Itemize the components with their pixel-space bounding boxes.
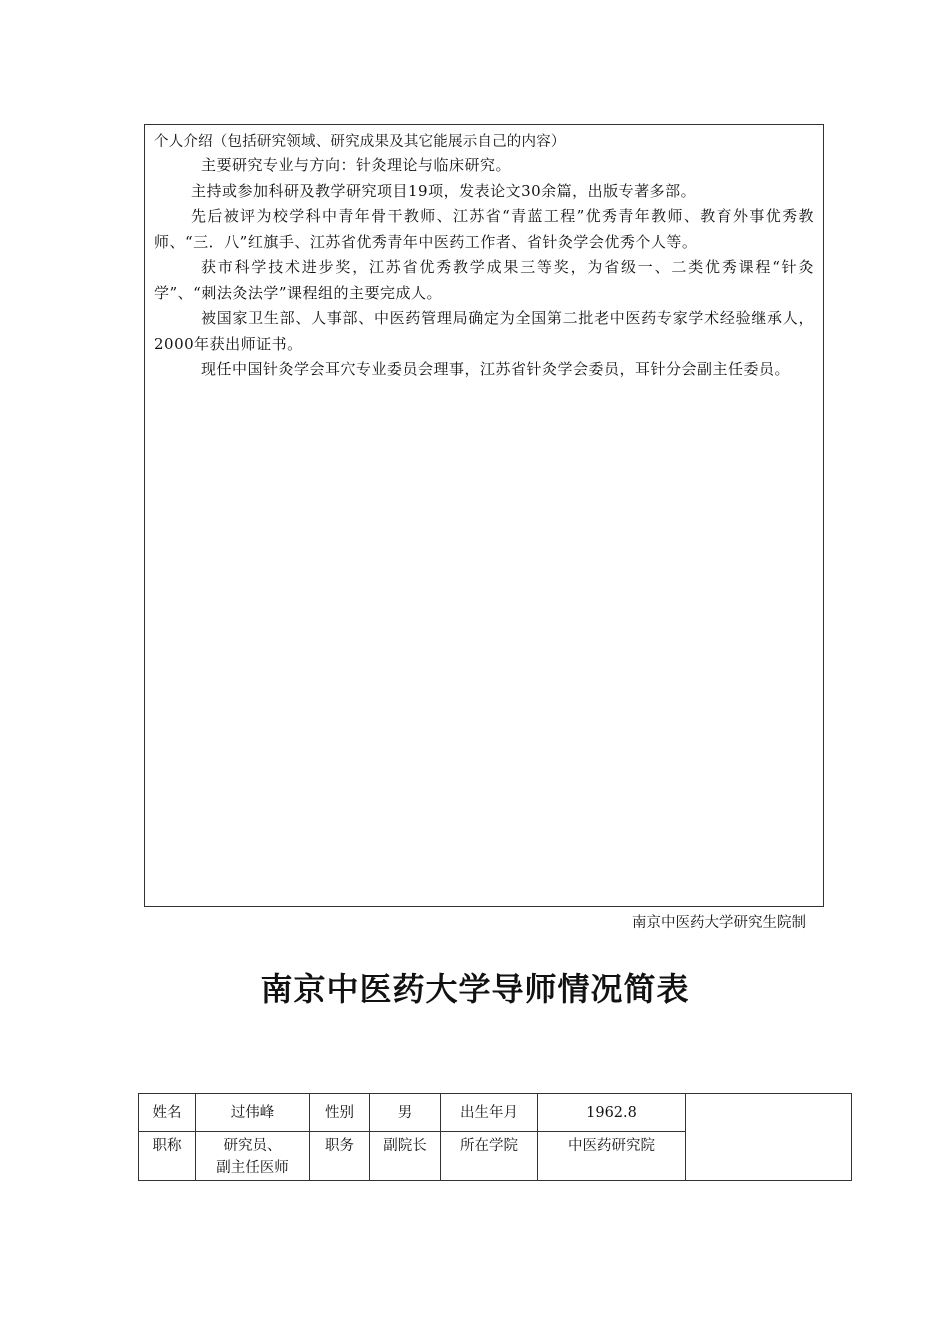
issuer-credit: 南京中医药大学研究生院制: [632, 915, 806, 931]
birth-label: 出生年月: [441, 1094, 538, 1132]
intro-paragraph-awards: 获市科学技术进步奖，江苏省优秀教学成果三等奖，为省级一、二类优秀课程“针灸学”、“刺法灸法学”课程组的主要完成人。: [154, 258, 814, 302]
gender-value: 男: [370, 1094, 441, 1132]
position-label: 职务: [310, 1131, 370, 1180]
table-row: [139, 1094, 852, 1132]
position-value: 副院长: [370, 1131, 441, 1180]
name-value: 过伟峰: [196, 1094, 310, 1132]
intro-heading: 个人介绍（包括研究领域、研究成果及其它能展示自己的内容）: [154, 134, 566, 150]
gender-label: 性别: [310, 1094, 370, 1132]
intro-paragraph-research-direction: 主要研究专业与方向：针灸理论与临床研究。: [201, 156, 512, 174]
college-value: 中医药研究院: [538, 1131, 686, 1180]
name-label: 姓名: [139, 1094, 196, 1132]
intro-paragraph-current-positions: 现任中国针灸学会耳穴专业委员会理事，江苏省针灸学会委员，耳针分会副主任委员。: [201, 360, 791, 378]
supervisor-info-table: [138, 1093, 852, 1181]
intro-paragraph-projects: 主持或参加科研及教学研究项目19项，发表论文30余篇，出版专著多部。: [191, 181, 697, 200]
title-value: [196, 1131, 310, 1180]
intro-paragraph-succession: 被国家卫生部、人事部、中医药管理局确定为全国第二批老中医药专家学术经验继承人，2000年获出师证书。: [154, 309, 814, 353]
title-value-line2: 副主任医师: [216, 1159, 289, 1176]
intro-paragraph-honors: 先后被评为校学科中青年骨干教师、江苏省“青蓝工程”优秀青年教师、教育外事优秀教师、“三．八”红旗手、江苏省优秀青年中医药工作者、省针灸学会优秀个人等。: [154, 207, 814, 251]
photo-cell: [686, 1094, 852, 1181]
document-title: 南京中医药大学导师情况简表: [260, 970, 690, 1008]
title-label: 职称: [139, 1131, 196, 1180]
title-value-line1: 研究员、: [223, 1137, 282, 1154]
college-label: 所在学院: [441, 1131, 538, 1180]
birth-value: 1962.8: [538, 1094, 686, 1132]
personal-introduction-box: [144, 124, 824, 907]
